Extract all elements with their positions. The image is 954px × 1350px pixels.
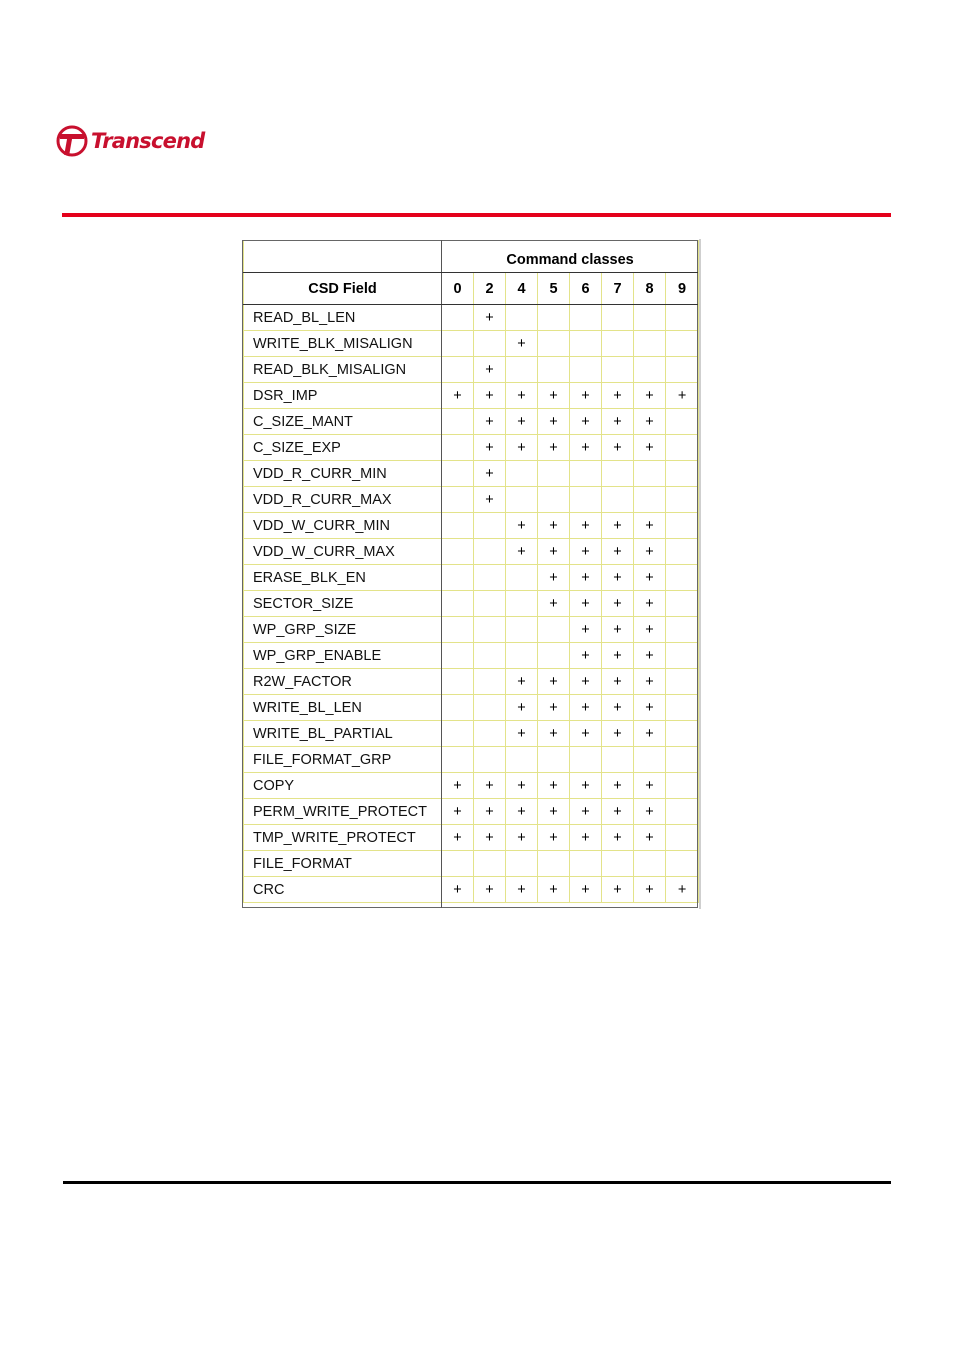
header-divider-lower xyxy=(243,304,698,305)
class-mark-cell: + xyxy=(442,383,474,409)
class-mark-cell xyxy=(602,331,634,357)
class-mark-cell: + xyxy=(538,695,570,721)
class-mark-cell: + xyxy=(634,513,666,539)
csd-field-name: FILE_FORMAT_GRP xyxy=(244,747,442,773)
class-mark-cell xyxy=(538,617,570,643)
class-mark-cell: + xyxy=(602,409,634,435)
class-mark-cell: + xyxy=(602,799,634,825)
class-mark-cell: + xyxy=(570,435,602,461)
csd-field-header: CSD Field xyxy=(244,273,442,305)
class-mark-cell: + xyxy=(442,877,474,903)
class-mark-cell: + xyxy=(538,669,570,695)
class-header-7: 7 xyxy=(602,273,634,305)
class-mark-cell xyxy=(634,331,666,357)
class-mark-cell xyxy=(506,487,538,513)
table-row xyxy=(244,357,699,383)
csd-field-name: FILE_FORMAT xyxy=(244,851,442,877)
brand-name: Transcend xyxy=(91,129,205,153)
class-mark-cell xyxy=(538,461,570,487)
class-mark-cell xyxy=(570,305,602,331)
table-row xyxy=(244,669,699,695)
class-mark-cell: + xyxy=(570,539,602,565)
class-mark-cell: + xyxy=(570,565,602,591)
class-mark-cell: + xyxy=(538,721,570,747)
class-mark-cell: + xyxy=(570,669,602,695)
class-mark-cell: + xyxy=(474,357,506,383)
class-header-6: 6 xyxy=(570,273,602,305)
class-mark-cell: + xyxy=(474,773,506,799)
table-row xyxy=(244,721,699,747)
class-mark-cell xyxy=(666,305,699,331)
field-column-divider xyxy=(441,240,442,908)
class-mark-cell xyxy=(474,617,506,643)
class-mark-cell: + xyxy=(570,591,602,617)
table-row xyxy=(244,643,699,669)
class-mark-cell xyxy=(442,669,474,695)
class-header-4: 4 xyxy=(506,273,538,305)
class-mark-cell: + xyxy=(506,695,538,721)
class-mark-cell: + xyxy=(570,825,602,851)
csd-field-name: CRC xyxy=(244,877,442,903)
header-divider xyxy=(243,272,698,273)
class-mark-cell xyxy=(442,721,474,747)
class-mark-cell: + xyxy=(538,383,570,409)
class-mark-cell: + xyxy=(634,825,666,851)
class-mark-cell xyxy=(442,591,474,617)
class-mark-cell xyxy=(442,435,474,461)
class-mark-cell: + xyxy=(570,721,602,747)
class-mark-cell xyxy=(666,461,699,487)
class-mark-cell: + xyxy=(506,773,538,799)
class-mark-cell xyxy=(474,565,506,591)
class-mark-cell xyxy=(634,851,666,877)
class-mark-cell: + xyxy=(602,773,634,799)
class-mark-cell xyxy=(442,695,474,721)
class-mark-cell xyxy=(442,513,474,539)
class-mark-cell: + xyxy=(474,383,506,409)
class-header-9: 9 xyxy=(666,273,699,305)
class-header-2: 2 xyxy=(474,273,506,305)
class-mark-cell xyxy=(570,331,602,357)
class-mark-cell xyxy=(666,565,699,591)
csd-field-name: C_SIZE_EXP xyxy=(244,435,442,461)
class-mark-cell xyxy=(442,747,474,773)
class-mark-cell xyxy=(442,851,474,877)
class-mark-cell xyxy=(602,461,634,487)
class-mark-cell: + xyxy=(602,721,634,747)
class-mark-cell: + xyxy=(506,721,538,747)
class-mark-cell: + xyxy=(538,409,570,435)
class-mark-cell xyxy=(666,357,699,383)
class-mark-cell xyxy=(442,461,474,487)
class-mark-cell xyxy=(474,695,506,721)
class-mark-cell xyxy=(442,487,474,513)
class-mark-cell xyxy=(506,565,538,591)
class-mark-cell xyxy=(538,643,570,669)
class-mark-cell: + xyxy=(506,383,538,409)
class-mark-cell xyxy=(570,747,602,773)
class-mark-cell xyxy=(474,539,506,565)
class-mark-cell xyxy=(442,409,474,435)
class-mark-cell: + xyxy=(570,695,602,721)
class-mark-cell xyxy=(666,513,699,539)
class-header-8: 8 xyxy=(634,273,666,305)
class-mark-cell xyxy=(634,461,666,487)
class-header-0: 0 xyxy=(442,273,474,305)
class-mark-cell: + xyxy=(506,669,538,695)
class-mark-cell xyxy=(506,305,538,331)
class-mark-cell xyxy=(442,565,474,591)
class-mark-cell xyxy=(442,617,474,643)
class-mark-cell xyxy=(570,461,602,487)
class-mark-cell: + xyxy=(602,565,634,591)
class-mark-cell: + xyxy=(634,591,666,617)
class-mark-cell: + xyxy=(634,877,666,903)
table-row xyxy=(244,773,699,799)
class-mark-cell xyxy=(666,851,699,877)
class-mark-cell: + xyxy=(570,643,602,669)
class-mark-cell: + xyxy=(602,539,634,565)
class-mark-cell xyxy=(506,617,538,643)
csd-field-name: WRITE_BL_PARTIAL xyxy=(244,721,442,747)
class-mark-cell xyxy=(570,851,602,877)
class-mark-cell: + xyxy=(634,435,666,461)
class-mark-cell xyxy=(538,331,570,357)
class-mark-cell xyxy=(602,851,634,877)
class-mark-cell xyxy=(666,695,699,721)
class-mark-cell xyxy=(634,305,666,331)
transcend-t-icon xyxy=(56,125,88,157)
class-mark-cell: + xyxy=(634,669,666,695)
class-mark-cell: + xyxy=(442,773,474,799)
class-mark-cell: + xyxy=(570,799,602,825)
class-mark-cell xyxy=(666,539,699,565)
class-mark-cell: + xyxy=(570,877,602,903)
csd-field-name: C_SIZE_MANT xyxy=(244,409,442,435)
table-row xyxy=(244,851,699,877)
class-mark-cell xyxy=(474,331,506,357)
csd-field-name: WRITE_BLK_MISALIGN xyxy=(244,331,442,357)
class-mark-cell: + xyxy=(538,773,570,799)
csd-command-class-table xyxy=(243,240,699,903)
transcend-logo xyxy=(56,124,204,158)
class-mark-cell: + xyxy=(506,539,538,565)
class-mark-cell xyxy=(666,487,699,513)
table-border-bottom xyxy=(243,907,698,908)
csd-field-name: WRITE_BL_LEN xyxy=(244,695,442,721)
table-row xyxy=(244,539,699,565)
class-mark-cell: + xyxy=(538,539,570,565)
class-mark-cell: + xyxy=(474,877,506,903)
csd-field-name: VDD_R_CURR_MIN xyxy=(244,461,442,487)
class-mark-cell xyxy=(666,825,699,851)
class-mark-cell xyxy=(442,643,474,669)
class-mark-cell: + xyxy=(506,877,538,903)
class-mark-cell xyxy=(506,851,538,877)
command-classes-header: Command classes xyxy=(442,241,699,273)
class-mark-cell: + xyxy=(538,591,570,617)
class-mark-cell xyxy=(666,773,699,799)
class-mark-cell: + xyxy=(634,409,666,435)
class-mark-cell xyxy=(634,747,666,773)
table-row xyxy=(244,487,699,513)
class-mark-cell xyxy=(506,357,538,383)
class-mark-cell xyxy=(442,539,474,565)
class-mark-cell xyxy=(538,487,570,513)
table-border-left xyxy=(242,240,243,908)
table-row xyxy=(244,383,699,409)
class-mark-cell: + xyxy=(474,435,506,461)
table-row xyxy=(244,591,699,617)
class-mark-cell: + xyxy=(538,565,570,591)
class-mark-cell: + xyxy=(602,617,634,643)
table-row xyxy=(244,331,699,357)
csd-field-name: SECTOR_SIZE xyxy=(244,591,442,617)
class-mark-cell: + xyxy=(474,461,506,487)
csd-field-name: WP_GRP_ENABLE xyxy=(244,643,442,669)
class-header-5: 5 xyxy=(538,273,570,305)
class-mark-cell xyxy=(474,591,506,617)
class-mark-cell: + xyxy=(538,877,570,903)
class-mark-cell: + xyxy=(538,825,570,851)
class-mark-cell xyxy=(666,799,699,825)
csd-field-name: VDD_W_CURR_MIN xyxy=(244,513,442,539)
csd-field-name: DSR_IMP xyxy=(244,383,442,409)
class-mark-cell: + xyxy=(506,799,538,825)
class-mark-cell xyxy=(442,331,474,357)
class-mark-cell: + xyxy=(506,513,538,539)
class-mark-cell: + xyxy=(442,825,474,851)
class-mark-cell xyxy=(442,357,474,383)
class-mark-cell xyxy=(506,591,538,617)
class-mark-cell: + xyxy=(602,877,634,903)
class-mark-cell xyxy=(474,643,506,669)
class-mark-cell xyxy=(666,643,699,669)
class-mark-cell: + xyxy=(602,669,634,695)
class-mark-cell xyxy=(570,357,602,383)
table-body xyxy=(244,305,699,903)
table-row xyxy=(244,825,699,851)
class-mark-cell: + xyxy=(570,409,602,435)
class-mark-cell: + xyxy=(506,409,538,435)
class-mark-cell xyxy=(570,487,602,513)
class-mark-cell xyxy=(506,461,538,487)
table-row xyxy=(244,305,699,331)
header-red-rule xyxy=(62,213,891,217)
class-mark-cell xyxy=(666,591,699,617)
class-mark-cell xyxy=(666,435,699,461)
class-mark-cell xyxy=(602,305,634,331)
table-row xyxy=(244,799,699,825)
table-row xyxy=(244,877,699,903)
class-mark-cell xyxy=(666,617,699,643)
class-mark-cell: + xyxy=(474,409,506,435)
csd-field-name: TMP_WRITE_PROTECT xyxy=(244,825,442,851)
class-mark-cell xyxy=(538,747,570,773)
class-mark-cell xyxy=(506,643,538,669)
class-mark-cell xyxy=(474,747,506,773)
class-mark-cell xyxy=(602,747,634,773)
class-mark-cell: + xyxy=(538,513,570,539)
class-mark-cell: + xyxy=(634,695,666,721)
class-mark-cell: + xyxy=(538,435,570,461)
class-mark-cell xyxy=(634,357,666,383)
class-mark-cell: + xyxy=(474,305,506,331)
class-mark-cell: + xyxy=(442,799,474,825)
class-mark-cell xyxy=(474,851,506,877)
class-mark-cell: + xyxy=(570,383,602,409)
class-mark-cell: + xyxy=(602,513,634,539)
class-mark-cell xyxy=(634,487,666,513)
class-mark-cell xyxy=(666,409,699,435)
csd-field-name: COPY xyxy=(244,773,442,799)
header-blank-cell xyxy=(244,241,442,273)
class-mark-cell xyxy=(538,851,570,877)
class-mark-cell xyxy=(666,747,699,773)
class-mark-cell: + xyxy=(506,331,538,357)
class-mark-cell xyxy=(474,669,506,695)
class-mark-cell: + xyxy=(570,617,602,643)
csd-field-name: ERASE_BLK_EN xyxy=(244,565,442,591)
csd-field-name: WP_GRP_SIZE xyxy=(244,617,442,643)
class-mark-cell xyxy=(602,357,634,383)
csd-field-name: VDD_R_CURR_MAX xyxy=(244,487,442,513)
csd-field-name: VDD_W_CURR_MAX xyxy=(244,539,442,565)
class-mark-cell xyxy=(666,669,699,695)
class-mark-cell xyxy=(666,331,699,357)
class-mark-cell: + xyxy=(634,799,666,825)
table-shadow xyxy=(699,239,701,909)
class-mark-cell: + xyxy=(474,487,506,513)
class-mark-cell: + xyxy=(506,435,538,461)
class-mark-cell: + xyxy=(570,773,602,799)
class-mark-cell: + xyxy=(538,799,570,825)
table-border-right xyxy=(697,240,698,908)
class-mark-cell xyxy=(506,747,538,773)
class-mark-cell: + xyxy=(634,617,666,643)
class-mark-cell: + xyxy=(570,513,602,539)
csd-field-name: R2W_FACTOR xyxy=(244,669,442,695)
class-mark-cell: + xyxy=(634,643,666,669)
class-mark-cell: + xyxy=(602,591,634,617)
table-row xyxy=(244,409,699,435)
table-row xyxy=(244,617,699,643)
class-mark-cell: + xyxy=(506,825,538,851)
table-row xyxy=(244,747,699,773)
class-mark-cell: + xyxy=(666,383,699,409)
class-mark-cell xyxy=(602,487,634,513)
csd-field-name: READ_BL_LEN xyxy=(244,305,442,331)
class-mark-cell xyxy=(474,513,506,539)
class-mark-cell: + xyxy=(634,539,666,565)
class-mark-cell: + xyxy=(634,773,666,799)
class-mark-cell xyxy=(538,305,570,331)
class-mark-cell: + xyxy=(634,383,666,409)
table-row xyxy=(244,565,699,591)
class-mark-cell: + xyxy=(474,825,506,851)
class-mark-cell: + xyxy=(602,695,634,721)
class-mark-cell xyxy=(442,305,474,331)
class-mark-cell: + xyxy=(634,565,666,591)
class-mark-cell: + xyxy=(602,435,634,461)
table-row xyxy=(244,461,699,487)
class-mark-cell: + xyxy=(666,877,699,903)
class-mark-cell: + xyxy=(474,799,506,825)
class-mark-cell: + xyxy=(634,721,666,747)
table-row xyxy=(244,695,699,721)
table-border-top xyxy=(243,240,698,241)
csd-field-name: PERM_WRITE_PROTECT xyxy=(244,799,442,825)
class-mark-cell: + xyxy=(602,383,634,409)
footer-black-rule xyxy=(63,1181,891,1184)
class-mark-cell: + xyxy=(602,825,634,851)
table-row xyxy=(244,513,699,539)
csd-field-name: READ_BLK_MISALIGN xyxy=(244,357,442,383)
class-mark-cell xyxy=(666,721,699,747)
class-mark-cell xyxy=(474,721,506,747)
class-mark-cell xyxy=(538,357,570,383)
table-row xyxy=(244,435,699,461)
class-mark-cell: + xyxy=(602,643,634,669)
